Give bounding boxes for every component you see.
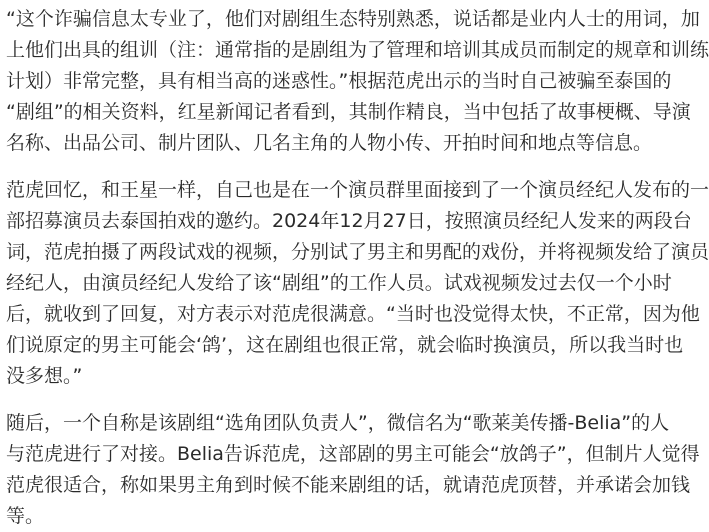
paragraph-line: 们说原定的男主可能会‘鸽’，这在剧组也很正常，就会临时换演员，所以我当时也 <box>6 334 684 356</box>
paragraph-1 <box>6 4 709 159</box>
paragraph-line: 后，就收到了回复，对方表示对范虎很满意。“当时也没觉得太快，不正常，因为他 <box>6 303 700 325</box>
paragraph-spacer <box>6 159 632 175</box>
paragraph-line: 经纪人，由演员经纪人发给了该“剧组”的工作人员。试戏视频发过去仅一个小时 <box>6 272 672 294</box>
paragraph-line: “这个诈骗信息太专业了，他们对剧组生态特别熟悉，说话都是业内人士的用词，加 <box>6 8 700 30</box>
paragraph-3 <box>6 408 700 532</box>
paragraph-line: 词，范虎拍摄了两段试戏的视频，分别试了男主和男配的戏份，并将视频发给了演员 <box>6 241 709 263</box>
paragraph-line: 上他们出具的组训（注：通常指的是剧组为了管理和培训其成员而制定的规章和训练 <box>6 39 709 61</box>
paragraph-line: 范虎回忆，和王星一样，自己也是在一个演员群里面接到了一个演员经纪人发布的一 <box>6 179 709 201</box>
article-body <box>6 4 709 532</box>
paragraph-line: 与范虎进行了对接。Belia告诉范虎，这部剧的男主可能会“放鸽子”，但制片人觉得 <box>6 443 700 465</box>
paragraph-spacer <box>6 392 632 408</box>
paragraph-2 <box>6 175 709 392</box>
paragraph-line: 范虎很适合，称如果男主角到时候不能来剧组的话，就请范虎顶替，并承诺会加钱 <box>6 474 691 496</box>
paragraph-line: 部招募演员去泰国拍戏的邀约。2024年12月27日，按照演员经纪人发来的两段台 <box>6 210 692 232</box>
paragraph-line: 没多想。” <box>6 365 83 387</box>
paragraph-line: “剧组”的相关资料，红星新闻记者看到，其制作精良，当中包括了故事梗概、导演 <box>6 101 691 123</box>
paragraph-line: 名称、出品公司、制片团队、几名主角的人物小传、开拍时间和地点等信息。 <box>6 132 653 154</box>
paragraph-line: 等。 <box>6 505 45 527</box>
paragraph-line: 计划）非常完整，具有相当高的迷惑性。”根据范虎出示的当时自己被骗至泰国的 <box>6 70 672 92</box>
paragraph-line: 随后，一个自称是该剧组“选角团队负责人”，微信名为“歌莱美传播-Belia”的人 <box>6 412 670 434</box>
